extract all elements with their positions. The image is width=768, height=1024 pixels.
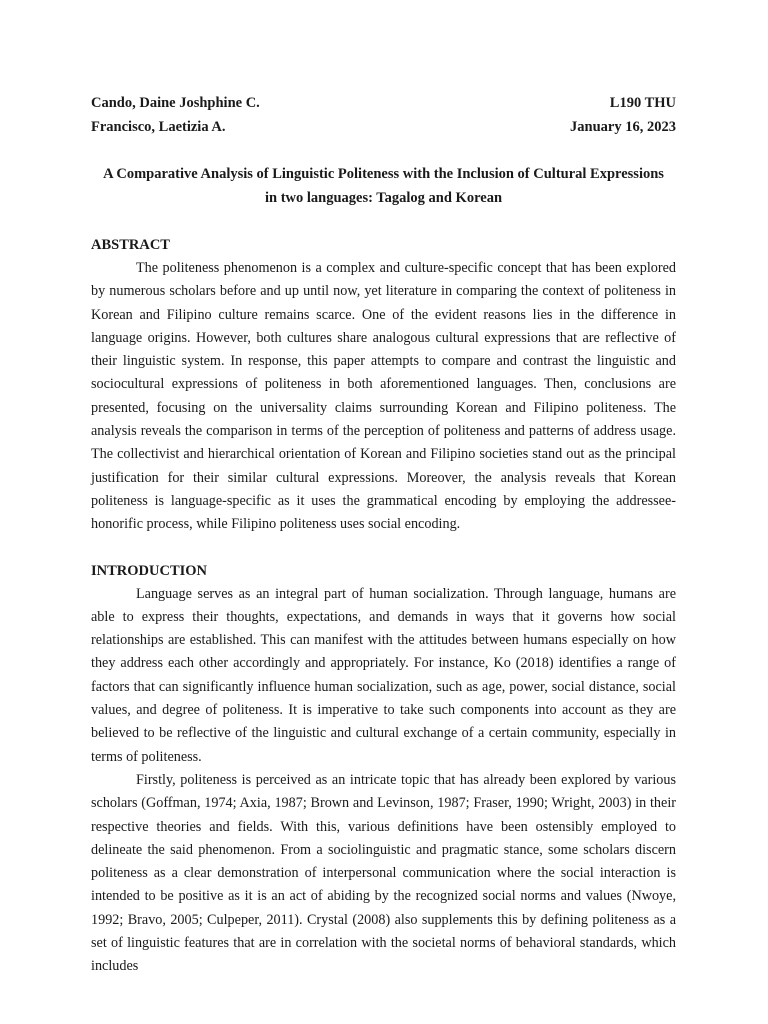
introduction-heading: INTRODUCTION [91, 562, 208, 579]
course-date-block [570, 91, 676, 139]
document-header [91, 91, 676, 139]
introduction-paragraph: Language serves as an integral part of human socialization. Through language, humans are able to express their thoughts, expectations, and demands in ways that it governs how social relationships are established. This can manifest with the attitudes between humans especially on how they address each other accordingly and appropriately. For instance, Ko (2018) identifies a range of factors that can significantly influence human socialization, such as age, power, social distance, social values, and degree of politeness. It is imperative to take such components into account as they are believed to be reflective of the linguistic and cultural exchange of a certain community, especially in terms of politeness. [91, 585, 676, 765]
author-name: Cando, Daine Joshphine C. [91, 95, 260, 111]
author-name: Francisco, Laetizia A. [91, 119, 226, 135]
introduction-paragraph: Firstly, politeness is perceived as an intricate topic that has already been explored by various scholars (Goffman, 1974; Axia, 1987; Brown and Levinson, 1987; Fraser, 1990; Wright, 2003) in their respective theories and fields. With this, various definitions have been ostensibly employed to delineate the said phenomenon. From a sociolinguistic and pragmatic stance, some scholars discern politeness as a clear demonstration of interpersonal communication where the social interaction is intended to be positive as it is an act of abiding by the recognized social norms and values (Nwoye, 1992; Bravo, 2005; Culpeper, 2011). Crystal (2008) also supplements this by defining politeness as a set of linguistic features that are in correlation with the societal norms of behavioral standards, which includes [91, 771, 676, 975]
abstract-heading: ABSTRACT [91, 237, 170, 253]
paper-title [91, 162, 676, 210]
course-code: L190 THU [609, 95, 676, 111]
submission-date: January 16, 2023 [570, 119, 676, 135]
paper-title-line: A Comparative Analysis of Linguistic Politeness with the Inclusion of Cultural Expressions [103, 166, 664, 182]
paper-title-line: in two languages: Tagalog and Korean [264, 190, 503, 206]
author-block [91, 91, 260, 139]
abstract-paragraph: The politeness phenomenon is a complex and culture-specific concept that has been explored by numerous scholars before and up until now, yet literature in comparing the context of politeness in Korean and Filipino culture remains scarce. One of the evident reasons lies in the difference in language origins. However, both cultures share analogous cultural expressions that are reflective of their linguistic system. In response, this paper attempts to compare and contrast the linguistic and sociocultural expressions of politeness in both aforementioned languages. Then, conclusions are presented, focusing on the universality claims surrounding Korean and Filipino politeness. The analysis reveals the comparison in terms of the perception of politeness and patterns of address usage. The collectivist and hierarchical orientation of Korean and Filipino societies stand out as the principal justification for their similar cultural expressions. Moreover, the analysis reveals that Korean politeness is language-specific as it uses the grammatical encoding by employing the addressee-honorific process, while Filipino politeness uses social encoding. [91, 260, 676, 533]
